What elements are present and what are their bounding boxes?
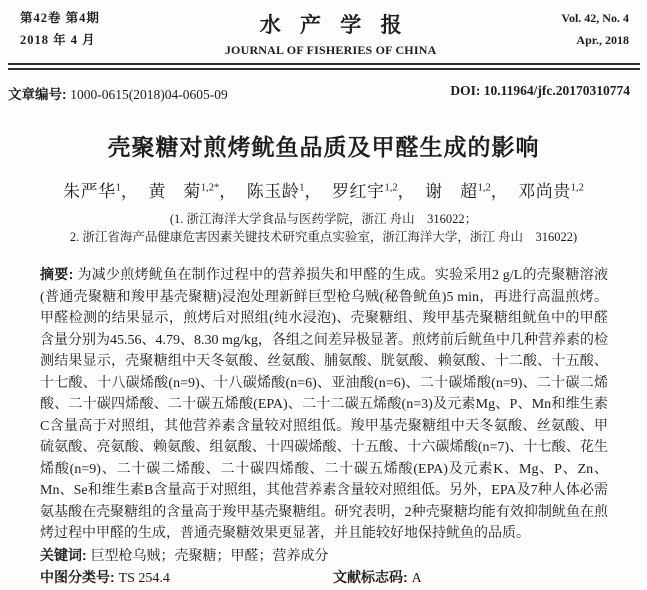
doi bbox=[450, 83, 630, 103]
author bbox=[247, 182, 322, 201]
keywords-row bbox=[40, 545, 608, 568]
classification-row bbox=[40, 567, 608, 590]
header-left bbox=[20, 7, 100, 51]
abstract-paragraph bbox=[40, 264, 608, 545]
doi-label: DOI: bbox=[450, 83, 484, 98]
author-separator: ， bbox=[304, 182, 322, 201]
article-number-value: 1000-0615(2018)04-0605-09 bbox=[70, 87, 228, 102]
header-double-rule bbox=[8, 63, 640, 70]
author-separator: ， bbox=[490, 182, 509, 201]
author-separator: ， bbox=[219, 182, 237, 201]
author-name: 邓尚贵 bbox=[518, 182, 571, 201]
issue-date-cn: 2018 年 4 月 bbox=[20, 33, 96, 47]
header-right bbox=[561, 7, 629, 51]
author-separator: ， bbox=[397, 182, 416, 201]
author-affiliation-superscript: 1 bbox=[299, 182, 305, 194]
author bbox=[518, 182, 584, 201]
abstract-text: 为减少煎烤鱿鱼在制作过程中的营养损失和甲醛的生成。实验采用2 g/L的壳聚糖溶液(普通壳聚糖和羧甲基壳聚糖)浸泡处理新鲜巨型枪乌贼(秘鲁鱿鱼)5 min，再进行高温煎烤。甲醛检测的结果显示，煎烤后对照组(纯水浸泡)、壳聚糖组、羧甲基壳聚糖组鱿鱼中的甲醛含量分别为45.56、4.79、8.30 mg/kg，各组之间差异极显著。煎烤前后鱿鱼中几种营养素的检测结果显示，壳聚糖组中天冬氨酸、丝氨酸、脯氨酸、胱氨酸、赖氨酸、十二酸、十五酸、十七酸、十八碳烯酸(n=9)、十八碳烯酸(n=6)、亚油酸(n=6)、二十碳烯酸(n=9)、二十碳二烯酸、二十碳四烯酸、二十碳五烯酸(EPA)、二十二碳五烯酸(n=3)及元素Mg、P、Mn和维生素C含量高于对照组，其他营养素含量较对照组低。羧甲基壳聚糖组中天冬氨酸、丝氨酸、甲硫氨酸、亮氨酸、赖氨酸、组氨酸、十四碳烯酸、十五酸、十六碳烯酸(n=7)、十七酸、花生烯酸(n=9)、二十碳二烯酸、二十碳四烯酸、二十碳五烯酸(EPA)及元素K、Mg、P、Zn、Mn、Se和维生素B含量高于对照组，其他营养素含量较对照组低。另外，EPA及7种人体必需氨基酸在壳聚糖组的含量高于羧甲基壳聚糖组。研究表明，2种壳聚糖均能有效抑制鱿鱼在煎烤过程中甲醛的生成，普通壳聚糖效果更显著，并且能较好地保持鱿鱼的品质。 bbox=[40, 268, 608, 541]
article-meta-row bbox=[8, 83, 630, 103]
keywords-label: 关键词: bbox=[40, 546, 91, 563]
article-title: 壳聚糖对煎烤鱿鱼品质及甲醛生成的影响 bbox=[107, 134, 540, 160]
author-name: 陈玉龄 bbox=[246, 182, 300, 201]
author-name: 黄 菊 bbox=[148, 182, 201, 201]
keywords-text: 巨型枪乌贼；壳聚糖；甲醛；营养成分 bbox=[90, 548, 329, 564]
abstract-label: 摘要: bbox=[40, 266, 78, 282]
author-affiliation-superscript: 1,2 bbox=[384, 182, 398, 194]
doi-value: 10.11964/jfc.20170310774 bbox=[483, 83, 630, 98]
issue-date-en: Apr., 2018 bbox=[576, 33, 629, 47]
affiliation-line-1: (1. 浙江海洋大学食品与医药学院，浙江 舟山 316022； bbox=[169, 212, 478, 226]
author bbox=[148, 182, 236, 201]
journal-header bbox=[0, 0, 647, 58]
author bbox=[425, 182, 508, 201]
journal-title-cn: 水 产 学 报 bbox=[259, 13, 409, 37]
author-separator: ， bbox=[120, 182, 139, 201]
author-affiliation-superscript: 1,2* bbox=[200, 182, 220, 194]
clc-value: TS 254.4 bbox=[118, 571, 170, 586]
article-number bbox=[8, 83, 228, 103]
clc-number bbox=[40, 567, 333, 590]
author bbox=[332, 182, 415, 201]
issue-number-cn: 第42卷 第4期 bbox=[20, 11, 100, 25]
clc-label: 中图分类号: bbox=[40, 569, 119, 585]
article-number-label: 文章编号: bbox=[8, 87, 71, 102]
affiliation-block bbox=[0, 210, 647, 246]
document-code bbox=[333, 567, 422, 590]
author-affiliation-superscript: 1 bbox=[115, 182, 121, 194]
header-center bbox=[225, 7, 437, 58]
author-name: 罗红宇 bbox=[332, 182, 385, 201]
affiliation-line-2: 2. 浙江省海产品健康危害因素关键技术研究重点实验室，浙江海洋大学，浙江 舟山 316022) bbox=[69, 230, 578, 244]
author-list bbox=[0, 177, 647, 202]
author bbox=[63, 182, 138, 201]
document-code-label: 文献标志码: bbox=[333, 569, 412, 585]
author-name: 朱严华 bbox=[63, 182, 116, 201]
author-name: 谢 超 bbox=[425, 182, 478, 201]
author-affiliation-superscript: 1,2 bbox=[477, 182, 491, 194]
document-code-value: A bbox=[411, 571, 422, 586]
journal-title-en: JOURNAL OF FISHERIES OF CHINA bbox=[224, 43, 437, 57]
volume-number-en: Vol. 42, No. 4 bbox=[561, 11, 629, 25]
author-affiliation-superscript: 1,2 bbox=[570, 182, 584, 194]
